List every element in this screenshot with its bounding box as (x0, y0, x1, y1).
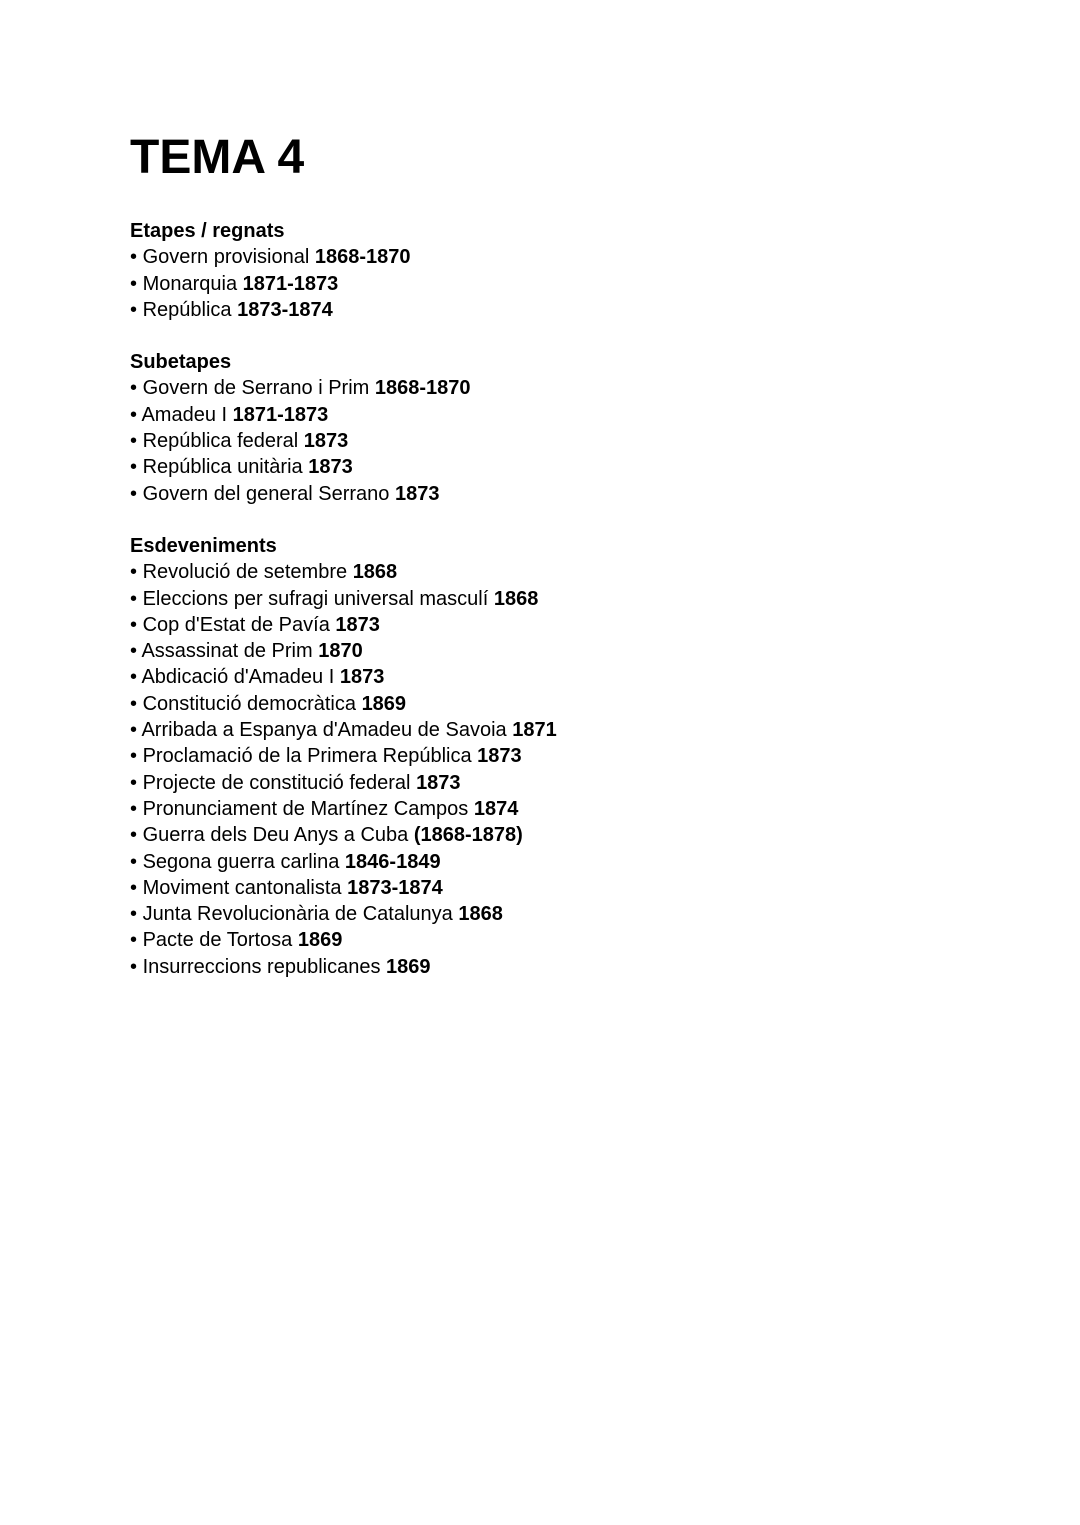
section-heading: Etapes / regnats (130, 220, 285, 242)
item-text: Cop d'Estat de Pavía (142, 613, 330, 636)
list-item (130, 743, 1010, 769)
item-text: República (142, 298, 232, 321)
list-item (130, 586, 1010, 612)
bullet-icon: • (130, 955, 143, 978)
list-item (130, 428, 1010, 454)
bullet-icon: • (130, 745, 143, 768)
item-text: República unitària (142, 456, 303, 479)
item-text: Projecte de constitució federal (142, 771, 411, 794)
bullet-icon: • (130, 640, 142, 663)
item-year: 1868-1870 (374, 377, 471, 400)
list-item (130, 664, 1010, 690)
item-text: Segona guerra carlina (142, 850, 340, 873)
item-text: Monarquia (142, 272, 238, 295)
list-item (130, 375, 1010, 401)
list-item (130, 927, 1010, 953)
list-item (130, 954, 1010, 980)
section (130, 349, 1010, 507)
item-text: Guerra dels Deu Anys a Cuba (142, 824, 409, 847)
list-item (130, 244, 1010, 270)
bullet-icon: • (130, 403, 142, 426)
item-text: Revolució de setembre (142, 561, 348, 584)
list-item (130, 717, 1010, 743)
section-heading: Subetapes (130, 351, 232, 374)
item-text: Eleccions per sufragi universal masculí (142, 587, 489, 610)
list-item (130, 849, 1010, 875)
item-year: 1873-1874 (237, 298, 333, 321)
bullet-icon: • (130, 692, 143, 715)
bullet-icon: • (130, 272, 143, 295)
bullet-icon: • (130, 377, 143, 400)
item-year: 1873 (335, 613, 380, 636)
item-text: Govern provisional (142, 246, 310, 269)
bullet-icon: • (130, 613, 143, 636)
item-year: 1868 (352, 561, 398, 584)
item-text: Proclamació de la Primera República (142, 745, 472, 768)
bullet-icon: • (130, 587, 143, 610)
item-year: 1871-1873 (242, 272, 339, 295)
item-year: 1868-1870 (314, 246, 411, 269)
item-year: (1868-1878) (413, 824, 523, 847)
item-year: 1873-1874 (347, 876, 443, 899)
item-text: República federal (142, 430, 299, 453)
bullet-icon: • (130, 797, 143, 820)
list-item (130, 612, 1010, 638)
section (130, 218, 1010, 323)
item-text: Junta Revolucionària de Catalunya (142, 903, 453, 926)
list-item (130, 481, 1010, 507)
sections-container (130, 218, 1010, 980)
item-text: Constitució democràtica (142, 692, 356, 715)
bullet-icon: • (130, 824, 143, 847)
item-text: Arribada a Espanya d'Amadeu de Savoia (141, 719, 507, 742)
list-item (130, 638, 1010, 664)
item-text: Govern del general Serrano (142, 482, 390, 505)
item-year: 1868 (458, 903, 503, 926)
item-year: 1874 (473, 797, 519, 820)
page-title: TEMA 4 (130, 131, 305, 184)
item-text: Pacte de Tortosa (142, 929, 293, 952)
list-item (130, 691, 1010, 717)
list-item (130, 796, 1010, 822)
list-item (130, 559, 1010, 585)
bullet-icon: • (130, 246, 143, 269)
item-year: 1873 (308, 456, 353, 479)
item-year: 1871 (512, 719, 557, 742)
bullet-icon: • (130, 850, 143, 873)
item-year: 1873 (477, 745, 522, 768)
bullet-icon: • (130, 771, 143, 794)
item-year: 1873 (394, 482, 440, 505)
item-text: Govern de Serrano i Prim (142, 377, 370, 400)
list-item (130, 901, 1010, 927)
bullet-list (130, 244, 1010, 323)
item-text: Abdicació d'Amadeu I (141, 666, 335, 689)
item-year: 1868 (493, 587, 539, 610)
item-year: 1869 (361, 692, 407, 715)
bullet-icon: • (130, 666, 142, 689)
bullet-list (130, 559, 1010, 980)
bullet-icon: • (130, 456, 143, 479)
item-year: 1846-1849 (344, 850, 441, 873)
bullet-icon: • (130, 719, 142, 742)
bullet-icon: • (130, 561, 143, 584)
item-year: 1869 (297, 929, 343, 952)
list-item (130, 875, 1010, 901)
bullet-icon: • (130, 903, 143, 926)
section (130, 533, 1010, 980)
item-year: 1873 (303, 430, 349, 453)
item-year: 1873 (416, 771, 461, 794)
bullet-icon: • (130, 929, 143, 952)
list-item (130, 822, 1010, 848)
bullet-icon: • (130, 482, 143, 505)
list-item (130, 770, 1010, 796)
document-page (130, 128, 1010, 1006)
list-item (130, 297, 1010, 323)
bullet-icon: • (130, 298, 143, 321)
section-heading: Esdeveniments (130, 534, 277, 557)
bullet-icon: • (130, 876, 143, 899)
item-year: 1869 (386, 955, 431, 978)
item-year: 1873 (339, 666, 385, 689)
bullet-icon: • (130, 430, 143, 453)
item-year: 1871-1873 (232, 403, 329, 426)
list-item (130, 454, 1010, 480)
bullet-list (130, 375, 1010, 506)
item-text: Amadeu I (141, 403, 228, 426)
list-item (130, 402, 1010, 428)
list-item (130, 271, 1010, 297)
item-text: Moviment cantonalista (142, 876, 342, 899)
item-text: Assassinat de Prim (141, 640, 313, 663)
item-text: Pronunciament de Martínez Campos (142, 797, 469, 820)
item-year: 1870 (318, 640, 363, 663)
item-text: Insurreccions republicanes (142, 955, 381, 978)
